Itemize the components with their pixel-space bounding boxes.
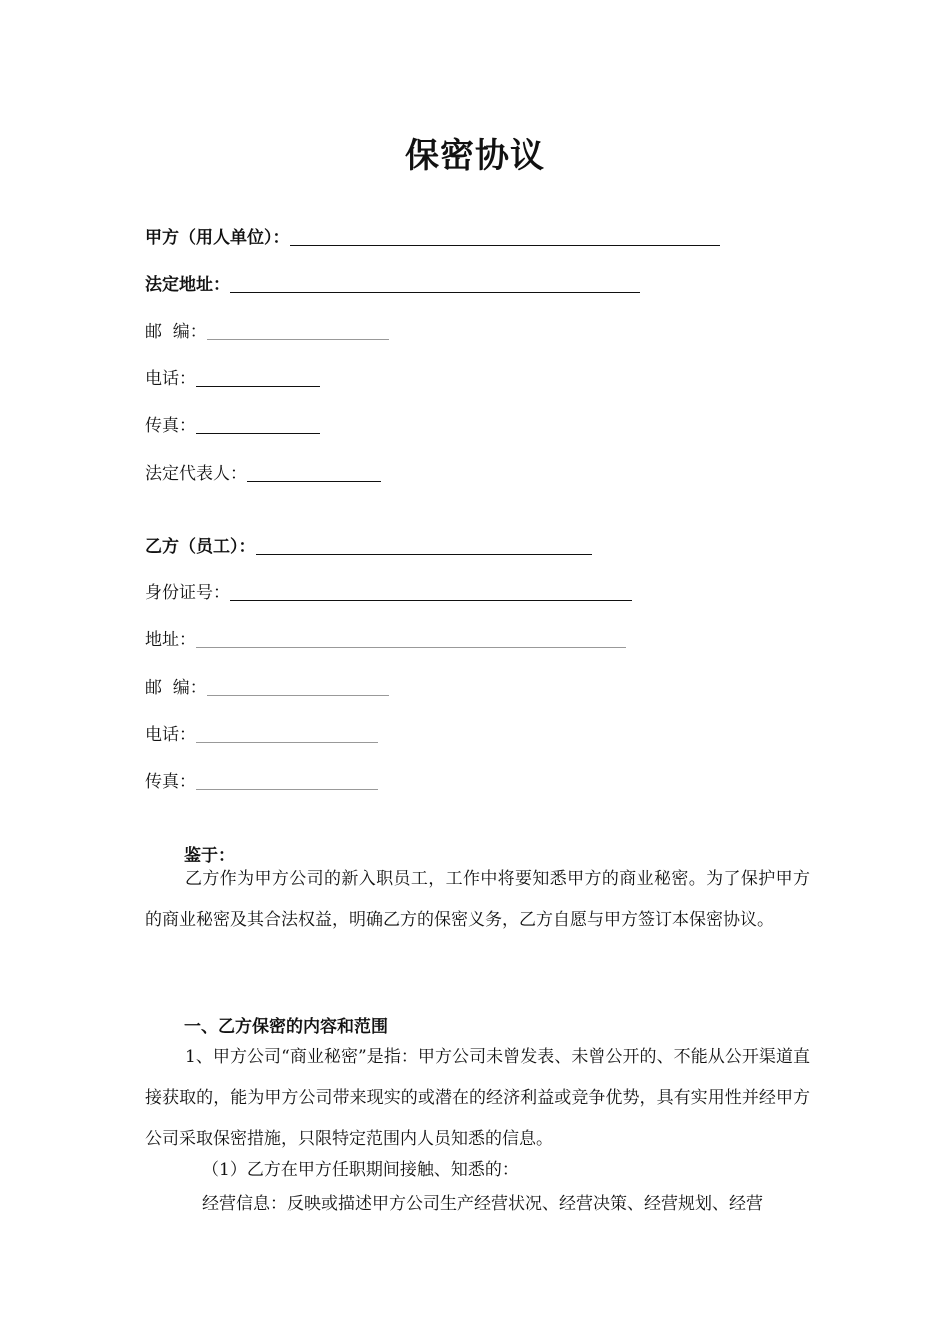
party-b-name-blank[interactable] — [256, 554, 592, 555]
party-a-fax-label: 传真： — [145, 416, 196, 436]
party-b-name-label: 乙方（员工）： — [145, 537, 256, 557]
party-b-id-field — [145, 579, 632, 605]
party-b-phone-label: 电话： — [145, 725, 196, 745]
party-a-representative-blank[interactable] — [247, 481, 381, 482]
party-b-address-field — [145, 626, 626, 652]
party-b-address-label: 地址： — [145, 630, 196, 650]
party-b-phone-field — [145, 721, 378, 747]
party-a-fax-field — [145, 412, 320, 438]
party-a-postcode-label: 邮 编： — [145, 322, 207, 342]
party-b-postcode-blank[interactable] — [207, 695, 389, 696]
party-a-phone-label: 电话： — [145, 369, 196, 389]
party-a-address-blank[interactable] — [230, 292, 640, 293]
document-title: 保密协议 — [405, 136, 545, 176]
party-b-id-blank[interactable] — [230, 600, 632, 601]
party-b-fax-blank[interactable] — [196, 789, 378, 790]
party-a-postcode-blank[interactable] — [207, 339, 389, 340]
party-a-postcode-field — [145, 318, 389, 344]
party-a-phone-field — [145, 365, 320, 391]
party-b-fax-field — [145, 768, 378, 794]
party-b-id-label: 身份证号： — [145, 583, 230, 603]
party-a-address-field — [145, 271, 640, 297]
section-1-clause-1: 1、甲方公司“商业秘密”是指：甲方公司未曾发表、未曾公开的、不能从公开渠道直接获取的，能为甲方公司带来现实的或潜在的经济利益或竞争优势，具有实用性并经甲方公司采取保密措施，只限特定范围内人员知悉的信息。 — [145, 1047, 810, 1149]
party-b-fax-label: 传真： — [145, 772, 196, 792]
party-b-address-blank[interactable] — [196, 647, 626, 648]
whereas-heading: 鉴于： — [184, 846, 235, 866]
party-b-name-field — [145, 533, 592, 559]
party-b-postcode-field — [145, 674, 389, 700]
party-b-postcode-label: 邮 编： — [145, 678, 207, 698]
party-a-address-label: 法定地址： — [145, 275, 230, 295]
section-1-business-info: 经营信息：反映或描述甲方公司生产经营状况、经营决策、经营规划、经营 — [202, 1194, 763, 1214]
party-a-fax-blank[interactable] — [196, 433, 320, 434]
party-a-representative-label: 法定代表人： — [145, 464, 247, 484]
whereas-paragraph: 乙方作为甲方公司的新入职员工，工作中将要知悉甲方的商业秘密。为了保护甲方的商业秘密及其合法权益，明确乙方的保密义务，乙方自愿与甲方签订本保密协议。 — [145, 869, 810, 930]
section-1-item-1: （1）乙方在甲方任职期间接触、知悉的： — [202, 1160, 519, 1180]
party-b-phone-blank[interactable] — [196, 742, 378, 743]
party-a-name-field — [145, 224, 720, 250]
party-a-name-label: 甲方（用人单位）： — [145, 228, 290, 248]
section-1-heading: 一、乙方保密的内容和范围 — [184, 1017, 388, 1037]
party-a-phone-blank[interactable] — [196, 386, 320, 387]
party-a-name-blank[interactable] — [290, 245, 720, 246]
party-a-representative-field — [145, 460, 381, 486]
